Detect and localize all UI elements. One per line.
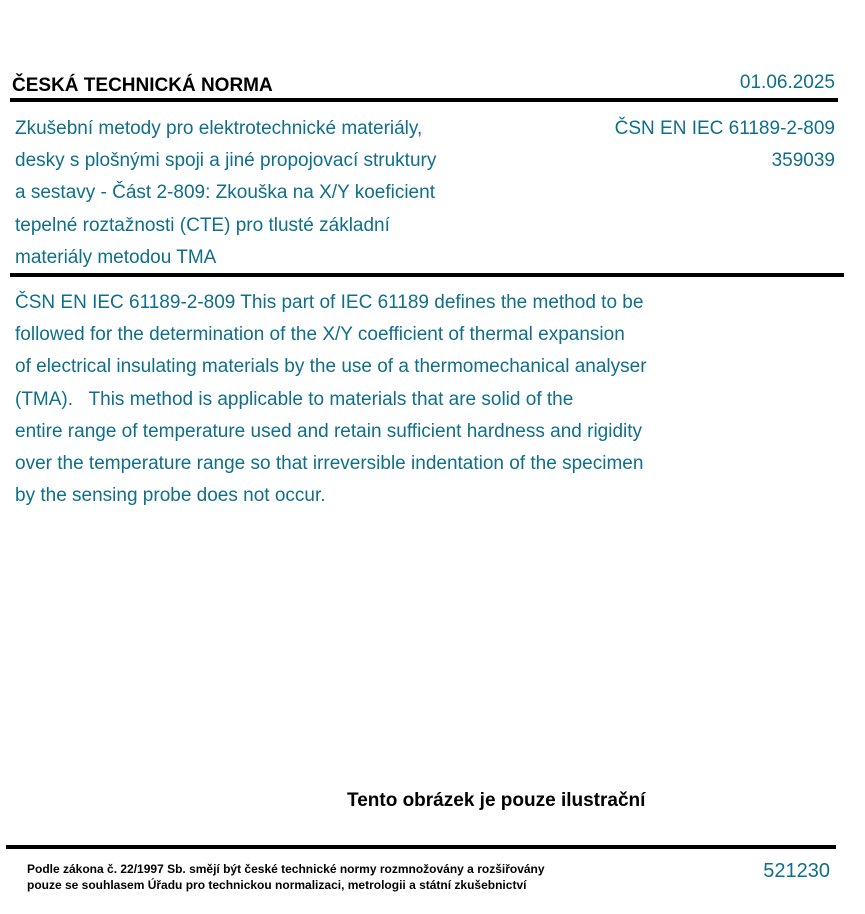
abstract-line: entire range of temperature used and retain sufficient hardness and rigidity [15, 420, 643, 442]
standard-identifier [615, 113, 835, 177]
abstract-text [15, 287, 755, 512]
title-divider [10, 273, 844, 277]
standard-title-line: a sestavy - Část 2-809: Zkouška na X/Y koeficient [15, 182, 435, 204]
standard-title-line: desky s plošnými spoji a jiné propojovací struktury [15, 150, 437, 172]
standard-title [15, 113, 505, 274]
footer-divider [6, 845, 836, 849]
document-header-title: ČESKÁ TECHNICKÁ NORMA [12, 75, 273, 96]
standard-title-line: Zkušební metody pro elektrotechnické materiály, [15, 118, 423, 139]
abstract-line: followed for the determination of the X/Y coefficient of thermal expansion [15, 324, 625, 346]
header-divider [10, 98, 838, 102]
illustration-note: Tento obrázek je pouze ilustrační [347, 790, 646, 811]
document-number: 521230 [763, 860, 830, 882]
abstract-line: by the sensing probe does not occur. [15, 485, 326, 507]
legal-notice [27, 862, 545, 893]
catalog-number: 359039 [771, 150, 835, 172]
legal-notice-line: pouze se souhlasem Úřadu pro technickou normalizaci, metrologii a státní zkušebnictví [27, 877, 527, 892]
abstract-line: over the temperature range so that irreversible indentation of the specimen [15, 453, 644, 475]
abstract-line: ČSN EN IEC 61189-2-809 This part of IEC 61189 defines the method to be [15, 292, 644, 313]
publication-date: 01.06.2025 [739, 72, 835, 93]
standard-code: ČSN EN IEC 61189-2-809 [614, 118, 835, 139]
standard-title-line: materiály metodou TMA [15, 246, 217, 268]
legal-notice-line: Podle zákona č. 22/1997 Sb. smějí být české technické normy rozmnožovány a rozšiřovány [27, 862, 545, 876]
standard-title-line: tepelné roztažnosti (CTE) pro tlusté základní [15, 214, 390, 236]
abstract-line: of electrical insulating materials by the use of a thermomechanical analyser [15, 356, 647, 378]
abstract-line: (TMA). This method is applicable to materials that are solid of the [15, 388, 574, 410]
